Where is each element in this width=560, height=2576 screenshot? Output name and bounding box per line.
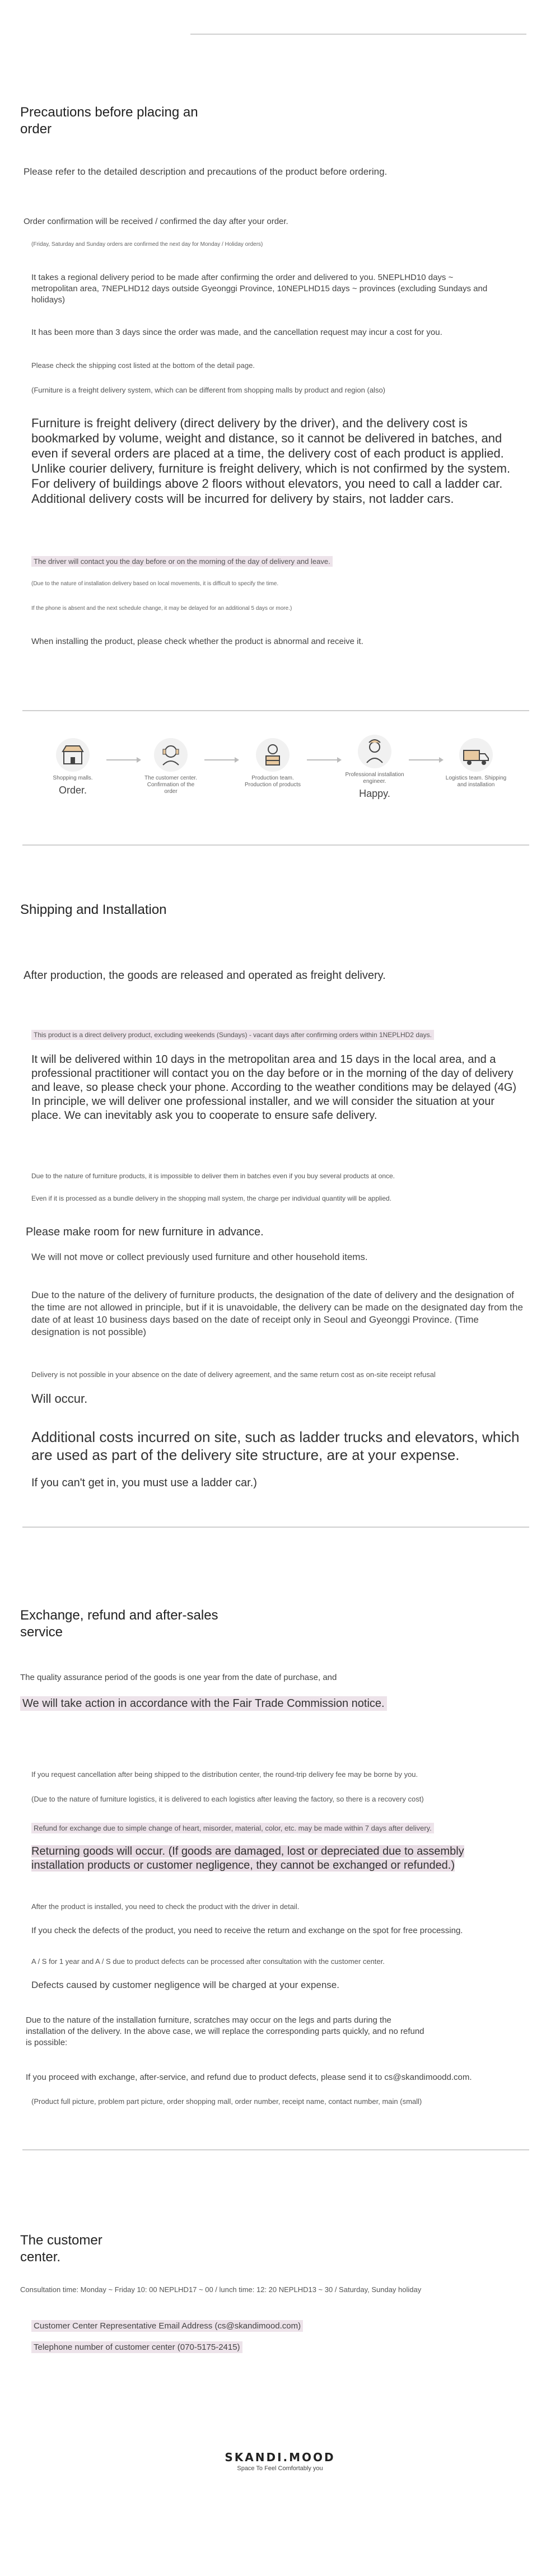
delivered-within-text: It will be delivered within 10 days in the metropolitan area and 15 days in the local area, and a professional practitioner will contact you on the day before or in the morning of the day of delivery and leave, so please check your phone. According to the weather conditions may be delayed (4G) In principle, we will deliver one professional installer, and we will consider the situation at your place. We can inevitably ask you to cooperate to ensure safe delivery. (31, 1053, 517, 1122)
order-confirm-text: Order confirmation will be received / confirmed the day after your order. (24, 217, 288, 226)
flow-caption: Shopping malls. (53, 775, 93, 781)
shipping-title: Shipping and Installation (20, 902, 167, 917)
will-occur-text: Will occur. (31, 1392, 88, 1406)
returning-highlight: Returning goods will occur. (If goods are damaged, lost or depreciated due to assembly installation products or customer negligence, they cannot be exchanged or refunded.) (31, 1845, 464, 1872)
logistics-team-icon (458, 737, 494, 773)
flow-step-installation-engineer (344, 734, 405, 800)
flow-big-label: Order. (58, 785, 87, 796)
section-divider-1 (22, 710, 529, 711)
flow-step-customer-center (140, 737, 202, 797)
brand-logo (0, 2451, 560, 2472)
shipping-intro: After production, the goods are released and operated as freight delivery. (24, 969, 386, 982)
flow-arrow (106, 759, 140, 760)
proceed-note: (Product full picture, problem part picture, order shopping mall, order number, receipt name, contact number, main (small) (31, 2097, 422, 2106)
cancel-after-text: If you request cancellation after being shipped to the distribution center, the round-trip delivery fee may be borne by you. (31, 1770, 418, 1779)
flow-arrow (409, 759, 442, 760)
driver-note-1: (Due to the nature of installation delivery based on local movements, it is difficult to specify the time. (31, 581, 279, 587)
three-days-text: It has been more than 3 days since the order was made, and the cancellation request may incur a cost for you. (31, 328, 442, 337)
negligence-text: Defects caused by customer negligence will be charged at your expense. (31, 1980, 339, 1990)
driver-contact-highlight: The driver will contact you the day before or on the morning of the day of delivery and leave. (31, 556, 333, 567)
customer-center-icon (153, 737, 189, 773)
driver-note-2: If the phone is absent and the next schedule change, it may be delayed for an additional 5 days or more.) (31, 605, 292, 612)
exchange-title: Exchange, refund and after-sales service (20, 1608, 218, 1640)
additional-costs-text: Additional costs incurred on site, such as ladder trucks and elevators, which are used as part of the delivery site structure, are at your expense. (31, 1429, 520, 1463)
proceed-text: If you proceed with exchange, after-service, and refund due to product defects, please send it to cs@skandimoodd.com. (26, 2073, 472, 2082)
brand-name: SKANDI.MOOD (225, 2451, 335, 2464)
shipping-cost-note: (Furniture is a freight delivery system, which can be different from shopping malls by product and region (also) (31, 386, 385, 394)
installation-engineer-icon (357, 734, 393, 769)
section-divider-2 (22, 844, 529, 846)
after-installed-text: After the product is installed, you need to check the product with the driver in detail. (31, 1902, 300, 1911)
flow-arrow (204, 759, 238, 760)
refund-simple-highlight: Refund for exchange due to simple change of heart, misorder, material, color, etc. may be made within 7 days after delivery. (31, 1823, 434, 1833)
freight-paragraph: Furniture is freight delivery (direct delivery by the driver), and the delivery cost is bookmarked by volume, weight and distance, so it cannot be delivered in batches, and even if several orders are placed at a time, the delivery cost of each product is applied. Unlike courier delivery, furniture is freight delivery, which is not confirmed by the system. For delivery of buildings above 2 floors without elevators, you need to call a ladder car. Additional delivery costs will be incurred for delivery by stairs, not ladder cars. (31, 416, 511, 506)
scratches-text: Due to the nature of the installation furniture, scratches may occur on the legs and parts during the installation of the delivery. In the above case, we will replace the corresponding parts quickly, and no refund is possible: (26, 2015, 424, 2047)
precautions-intro: Please refer to the detailed description and precautions of the product before ordering. (24, 166, 388, 177)
section-divider-3 (22, 1527, 529, 1528)
flow-step-production-team (242, 737, 304, 791)
fair-trade-highlight: We will take action in accordance with the Fair Trade Commission notice. (20, 1696, 387, 1711)
email-text (31, 2321, 524, 2332)
consultation-hours: Consultation time: Monday ~ Friday 10: 00 NEPLHD17 ~ 00 / lunch time: 12: 20 NEPLHD13 ~ 30 / Saturday, Sunday holiday (20, 2285, 422, 2294)
no-move-text: We will not move or collect previously used furniture and other household items. (31, 1252, 368, 1262)
regional-delivery-text: It takes a regional delivery period to be made after confirming the order and delivered to you. 5NEPLHD10 days ~ metropolitan area, 7NEPLHD12 days outside Gyeonggi Province, 10NEPLHD15 days ~ provinces (excluding Sundays and holidays) (31, 273, 488, 305)
flow-caption: The customer center. Confirmation of the order (144, 775, 197, 795)
shipping-cost-text: Please check the shipping cost listed at the bottom of the detail page. (31, 361, 255, 370)
ladder-car-text: If you can't get in, you must use a ladder car.) (31, 1477, 257, 1489)
make-room-text: Please make room for new furniture in advance. (26, 1226, 264, 1238)
driver-contact-text (31, 557, 524, 566)
direct-delivery-highlight: This product is a direct delivery product, excluding weekends (Sundays) - vacant days after confirming orders within 1NEPLHD2 days. (31, 1030, 434, 1040)
flow-step-shopping-mall (42, 737, 104, 796)
phone-text (31, 2342, 524, 2353)
flow-arrow (307, 759, 340, 760)
designation-text: Due to the nature of the delivery of furniture products, the designation of the date of delivery and the designation of the time are not allowed in principle, but if it is unavoidable, the delivery can be made on the designated day from the date of at least 10 business days based on the date of receipt only in Seoul and Gyeonggi Province. (Time designation is not possible) (31, 1290, 523, 1337)
batch-note-2: Even if it is processed as a bundle delivery in the shopping mall system, the charge per individual quantity will be applied. (31, 1194, 392, 1202)
brand-tagline: Space To Feel Comfortably you (237, 2465, 323, 2472)
installing-text: When installing the product, please check whether the product is abnormal and receive it. (31, 637, 363, 646)
flow-caption: Professional installation engineer. (345, 772, 404, 785)
email-highlight: Customer Center Representative Email Address (cs@skandimood.com) (31, 2320, 303, 2332)
section-divider-4 (22, 2149, 529, 2150)
check-defects-text: If you check the defects of the product, you need to receive the return and exchange on the spot for free processing. (31, 1926, 463, 1935)
returning-text (31, 1845, 513, 1873)
refund-simple-text (31, 1823, 524, 1833)
direct-delivery-text (31, 1030, 524, 1039)
phone-highlight: Telephone number of customer center (070-5175-2415) (31, 2341, 242, 2353)
shopping-mall-icon (55, 737, 91, 773)
as-defects-text: A / S for 1 year and A / S due to product defects can be processed after consultation with the customer center. (31, 1957, 385, 1966)
customer-center-title: The customer center. (20, 2233, 102, 2265)
top-divider (190, 34, 526, 35)
batch-note-1: Due to the nature of furniture products, it is impossible to deliver them in batches even if you buy several products at once. (31, 1172, 395, 1180)
flow-step-logistics-team (445, 737, 507, 791)
absence-text: Delivery is not possible in your absence on the date of delivery agreement, and the same return cost as on-site receipt refusal (31, 1370, 436, 1379)
flow-big-label: Happy. (359, 788, 390, 799)
precautions-title: Precautions before placing an order (20, 105, 198, 137)
production-team-icon (255, 737, 291, 773)
order-confirm-note: (Friday, Saturday and Sunday orders are confirmed the next day for Monday / Holiday orders) (31, 241, 263, 248)
fair-trade-text (20, 1697, 513, 1711)
cancel-note: (Due to the nature of furniture logistics, it is delivered to each logistics after leaving the factory, so there is a recovery cost) (31, 1795, 424, 1803)
flow-caption: Logistics team. Shipping and installation (445, 775, 507, 788)
flow-caption: Production team. Production of products (244, 775, 301, 788)
quality-text: The quality assurance period of the goods is one year from the date of purchase, and (20, 1673, 337, 1682)
